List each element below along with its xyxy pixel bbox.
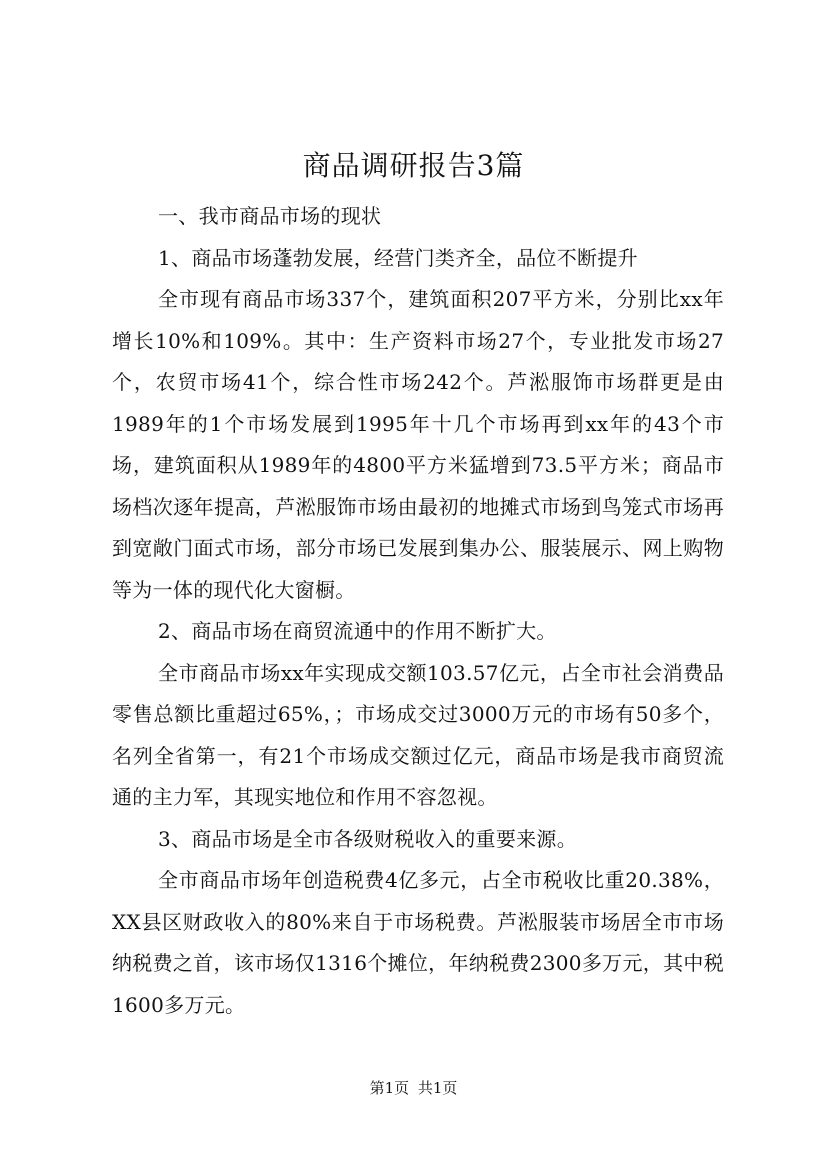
subsection-heading: 2、商品市场在商贸流通中的作用不断扩大。 [158, 619, 557, 643]
document-body [112, 196, 724, 1026]
subsection-heading: 3、商品市场是全市各级财税收入的重要来源。 [158, 826, 578, 851]
page-total: 共1页 [417, 1079, 458, 1097]
body-paragraph: 全市商品市场年创造税费4亿多元，占全市税收比重20.38%，XX县区财政收入的80%来自于市场税费。芦淞服装市场居全市市场纳税费之首，该市场仅1316个摊位，年纳税费2300多万元，其中税1600多万元。 [112, 868, 724, 1017]
page-footer [0, 1078, 827, 1098]
body-paragraph: 全市现有商品市场337个，建筑面积207平方米，分别比xx年增长10%和109%。其中：生产资料市场27个，专业批发市场27个，农贸市场41个，综合性市场242个。芦淞服饰市场群更是由1989年的1个市场发展到1995年十几个市场再到xx年的43个市场，建筑面积从1989年的4800平方米猛增到73.5平方米；商品市场档次逐年提高，芦淞服饰市场由最初的地摊式市场到鸟笼式市场再到宽敞门面式市场，部分市场已发展到集办公、服装展示、网上购物等为一体的现代化大窗橱。 [112, 287, 724, 602]
subsection-heading: 1、商品市场蓬勃发展，经营门类齐全，品位不断提升 [158, 245, 638, 270]
document-title: 商品调研报告3篇 [302, 149, 525, 182]
section-heading: 一、我市商品市场的现状 [158, 204, 382, 228]
body-paragraph: 全市商品市场xx年实现成交额103.57亿元，占全市社会消费品零售总额比重超过65%，；市场成交过3000万元的市场有50多个，名列全省第一，有21个市场成交额过亿元，商品市场是我市商贸流通的主力军，其现实地位和作用不容忽视。 [112, 660, 724, 809]
page-number: 第1页 [369, 1079, 410, 1097]
